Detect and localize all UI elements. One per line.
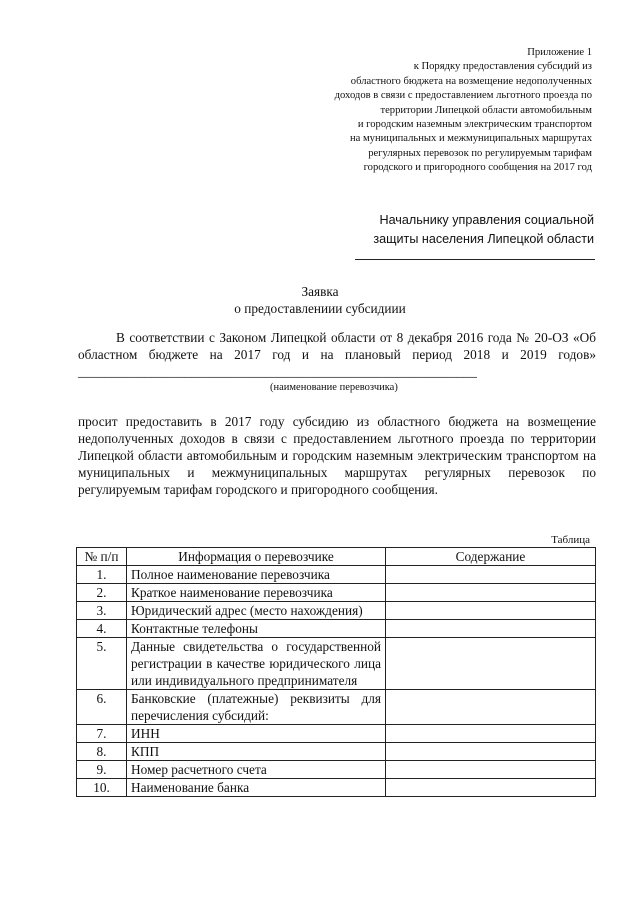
row-num: 4. xyxy=(77,620,127,638)
row-num: 7. xyxy=(77,725,127,743)
row-num: 5. xyxy=(77,638,127,690)
row-info: Данные свидетельства о государственной регистрации в качестве юридического лица или индивидуального предпринимателя xyxy=(127,638,386,690)
header-content: Содержание xyxy=(386,548,596,566)
table-row xyxy=(77,566,596,584)
row-num: 2. xyxy=(77,584,127,602)
table-row xyxy=(77,725,596,743)
row-content[interactable] xyxy=(386,584,596,602)
addressee-line: Начальнику управления социальной xyxy=(379,213,594,227)
row-content[interactable] xyxy=(386,638,596,690)
row-content[interactable] xyxy=(386,761,596,779)
carrier-info-table xyxy=(76,547,596,797)
document-title xyxy=(0,283,640,317)
row-info: Полное наименование перевозчика xyxy=(127,566,386,584)
row-info: ИНН xyxy=(127,725,386,743)
title-line: Заявка xyxy=(301,284,339,299)
table-row xyxy=(77,638,596,690)
appendix-line: к Порядку предоставления субсидий из xyxy=(413,61,592,73)
row-info: Наименование банка xyxy=(127,779,386,797)
appendix-line: доходов в связи с предоставлением льготного проезда по xyxy=(334,90,592,102)
intro-text: В соответствии с Законом Липецкой области от 8 декабря 2016 года № 20-ОЗ «Об областном бюджете на 2017 год и на плановый период 2018 и 2019 годов» ____________________________________________________________ xyxy=(78,330,596,379)
addressee xyxy=(334,211,594,249)
row-info: Номер расчетного счета xyxy=(127,761,386,779)
row-info: Краткое наименование перевозчика xyxy=(127,584,386,602)
row-num: 3. xyxy=(77,602,127,620)
row-info: Юридический адрес (место нахождения) xyxy=(127,602,386,620)
appendix-line: и городским наземным электрическим транспортом xyxy=(357,119,592,131)
row-content[interactable] xyxy=(386,620,596,638)
addressee-line: защиты населения Липецкой области xyxy=(373,232,594,246)
row-num: 9. xyxy=(77,761,127,779)
row-content[interactable] xyxy=(386,566,596,584)
appendix-line: регулярных перевозок по регулируемым тарифам xyxy=(368,147,592,159)
addressee-fill-line xyxy=(355,259,595,260)
carrier-name-caption: (наименование перевозчика) xyxy=(270,382,398,393)
row-content[interactable] xyxy=(386,743,596,761)
table-row xyxy=(77,761,596,779)
table-row xyxy=(77,779,596,797)
appendix-line: областного бюджета на возмещение недополученных xyxy=(350,75,592,87)
body-paragraph: просит предоставить в 2017 году субсидию из областного бюджета на возмещение недополученных доходов в связи с предоставлением льготного проезда по территории Липецкой области автомобильным и городским наземным электрическим транспортом на муниципальных и межмуниципальных маршрутах регулярных перевозок по регулируемым тарифам городского и пригородного сообщения. xyxy=(78,414,596,497)
row-content[interactable] xyxy=(386,725,596,743)
table-row xyxy=(77,690,596,725)
row-content[interactable] xyxy=(386,779,596,797)
row-content[interactable] xyxy=(386,602,596,620)
intro-paragraph xyxy=(78,329,596,380)
table-label: Таблица xyxy=(551,534,590,546)
appendix-line: территории Липецкой области автомобильным xyxy=(380,104,592,116)
row-info: Банковские (платежные) реквизиты для перечисления субсидий: xyxy=(127,690,386,725)
table-row xyxy=(77,602,596,620)
header-num: № п/п xyxy=(77,548,127,566)
row-num: 1. xyxy=(77,566,127,584)
table-header-row xyxy=(77,548,596,566)
title-line: о предоставлениии субсидиии xyxy=(234,301,406,316)
row-info: Контактные телефоны xyxy=(127,620,386,638)
header-info: Информация о перевозчике xyxy=(127,548,386,566)
row-num: 10. xyxy=(77,779,127,797)
table-row xyxy=(77,620,596,638)
row-info: КПП xyxy=(127,743,386,761)
appendix-line: Приложение 1 xyxy=(527,47,592,58)
appendix-header xyxy=(262,46,592,176)
row-content[interactable] xyxy=(386,690,596,725)
appendix-line: городского и пригородного сообщения на 2017 год xyxy=(363,162,592,174)
row-num: 6. xyxy=(77,690,127,725)
row-num: 8. xyxy=(77,743,127,761)
appendix-line: на муниципальных и межмуниципальных маршрутах xyxy=(349,133,592,145)
table-row xyxy=(77,584,596,602)
table-row xyxy=(77,743,596,761)
